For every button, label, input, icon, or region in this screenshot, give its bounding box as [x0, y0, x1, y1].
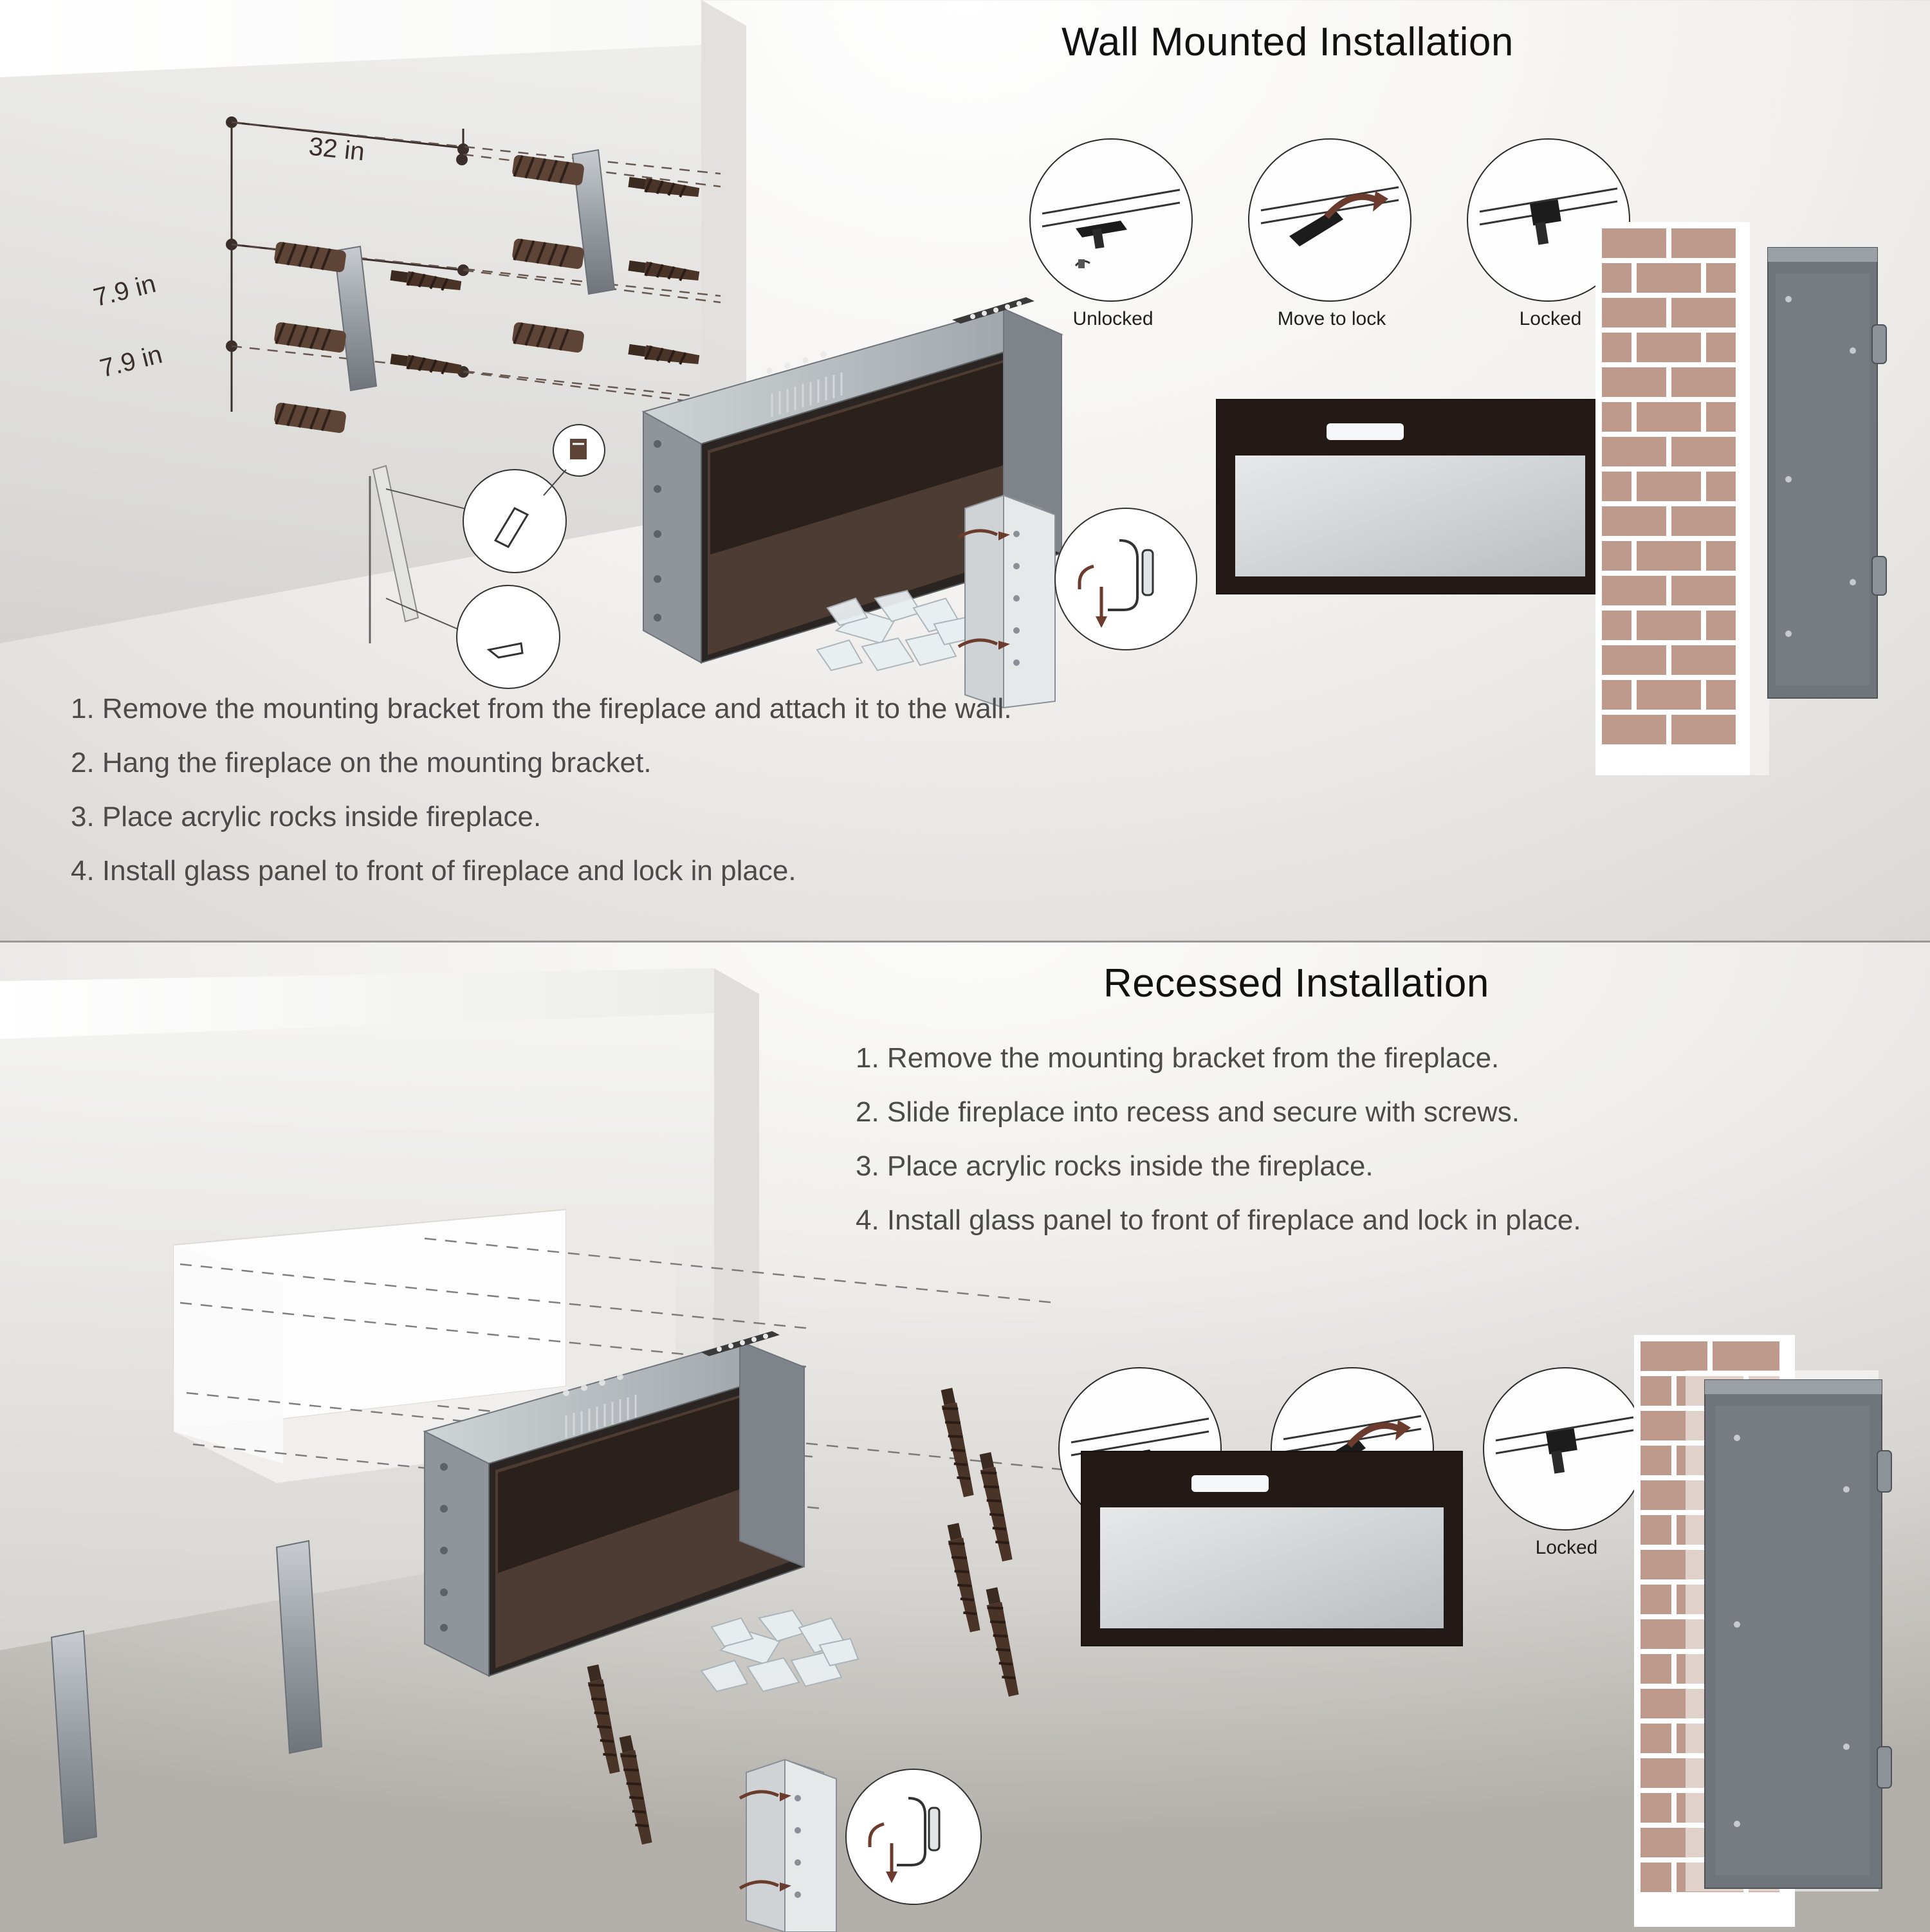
step-item: 1. Remove the mounting bracket from the fireplace. — [856, 1042, 1500, 1074]
step-item: 3. Place acrylic rocks inside fireplace. — [71, 801, 542, 833]
recessed-steps-list — [856, 1044, 1581, 1260]
fireplace-side-view — [1768, 248, 1886, 698]
lock-step-unlocked — [1029, 138, 1197, 330]
wall-mounted-section — [0, 0, 1930, 941]
lock-step-caption: Locked — [1519, 308, 1582, 329]
step-item: 2. Slide fireplace into recess and secure with screws. — [856, 1096, 1520, 1128]
latch-locked-icon — [1483, 1367, 1646, 1531]
latch-rotate-arrow-icon — [1248, 138, 1411, 302]
step-item: 4. Install glass panel to front of fireplace and lock in place. — [856, 1204, 1581, 1236]
brick-wall-section — [1595, 222, 1917, 775]
step-item: 3. Place acrylic rocks inside the fireplace. — [856, 1150, 1374, 1182]
glass-front-panel — [1081, 1451, 1463, 1646]
fireplace-side-view — [1705, 1380, 1891, 1888]
step-item: 4. Install glass panel to front of fireplace and lock in place. — [71, 855, 796, 887]
glass-pane — [1100, 1507, 1444, 1628]
bracket-lock-detail — [740, 1760, 981, 1932]
lock-step-caption: Locked — [1535, 1537, 1598, 1558]
lock-step-caption: Move to lock — [1277, 308, 1386, 329]
glass-front-panel — [1216, 399, 1604, 594]
dimension-spacing-label-1: 7.9 in — [91, 269, 159, 313]
wall-steps-list — [71, 695, 1012, 911]
dimension-spacing-label-2: 7.9 in — [97, 340, 165, 383]
brick-wall-section — [1634, 1335, 1930, 1927]
glass-panel-handle — [1191, 1475, 1269, 1492]
recessed-section-title: Recessed Installation — [1103, 961, 1489, 1006]
lock-step-locked — [1483, 1367, 1650, 1559]
glass-panel-handle — [1327, 423, 1404, 440]
acrylic-rocks — [701, 1610, 858, 1691]
lock-step-caption: Unlocked — [1072, 308, 1153, 329]
lock-step-move-to-lock — [1248, 138, 1415, 330]
glass-pane — [1235, 455, 1585, 576]
wall-section-title: Wall Mounted Installation — [1062, 20, 1514, 64]
latch-unlocked-icon — [1029, 138, 1193, 302]
bracket-lock-detail — [959, 495, 1197, 708]
step-item: 2. Hang the fireplace on the mounting bracket. — [71, 747, 652, 778]
step-item: 1. Remove the mounting bracket from the fireplace and attach it to the wall. — [71, 693, 1012, 724]
recessed-section — [0, 941, 1930, 1932]
dimension-width-label: 32 in — [307, 132, 366, 167]
